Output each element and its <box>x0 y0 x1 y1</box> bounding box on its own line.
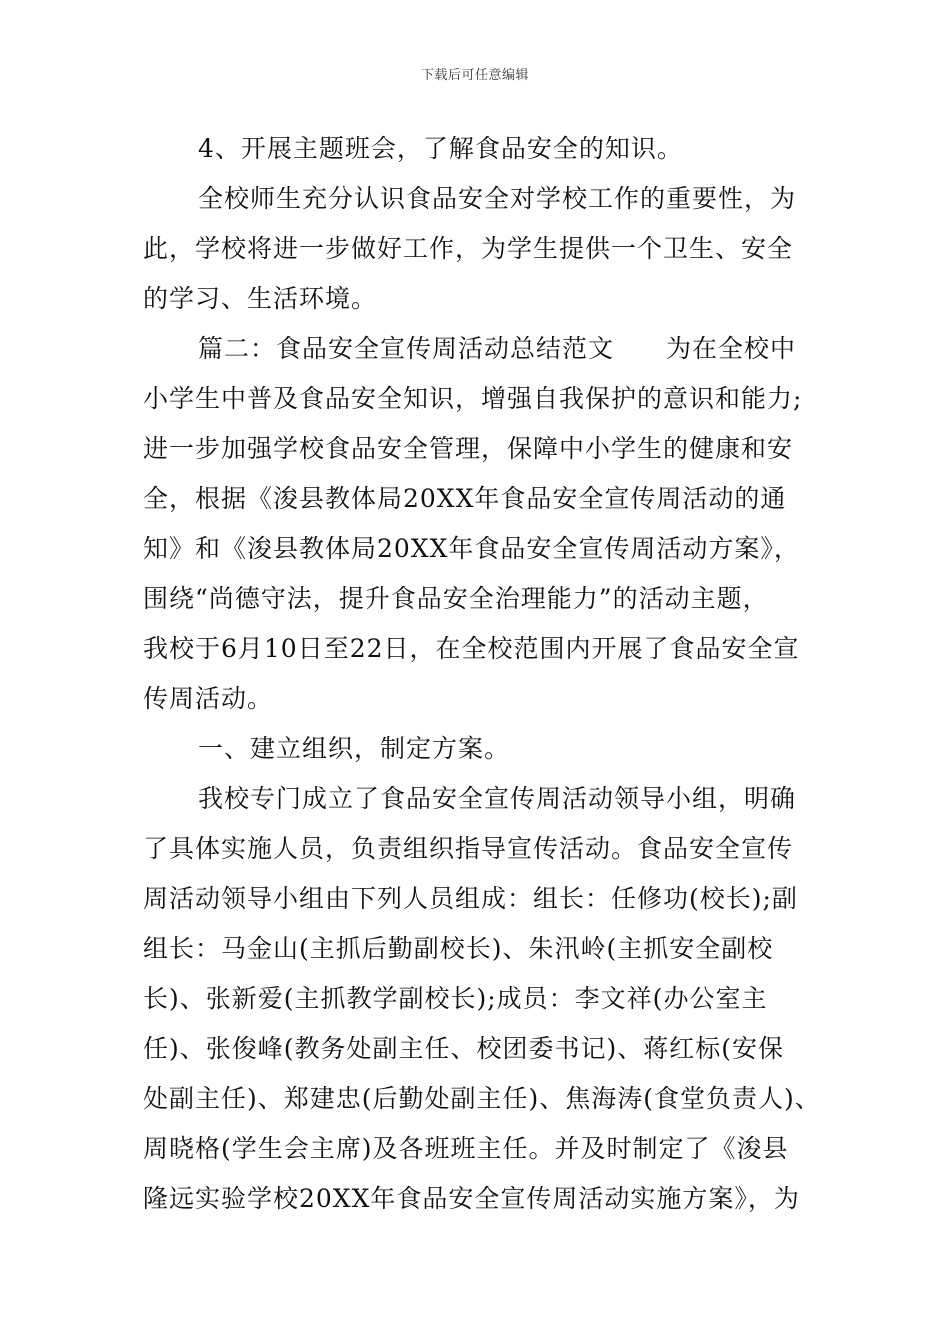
text-line: 篇二：食品安全宣传周活动总结范文 为在全校中 <box>198 334 797 363</box>
text-line: 4、开展主题班会，了解食品安全的知识。 <box>198 134 683 163</box>
text-line: 全，根据《浚县教体局20XX年食品安全宣传周活动的通 <box>143 484 787 513</box>
text-line: 我校于6月10日至22日，在全校范围内开展了食品安全宣 <box>143 634 800 663</box>
text-line: 任)、张俊峰(教务处副主任、校团委书记)、蒋红标(安保 <box>143 1034 785 1063</box>
text-line: 了具体实施人员，负责组织指导宣传活动。食品安全宣传 <box>143 834 794 863</box>
text-line: 进一步加强学校食品安全管理，保障中小学生的健康和安 <box>143 434 794 463</box>
text-line: 处副主任)、郑建忠(后勤处副主任)、焦海涛(食堂负责人)、 <box>143 1084 821 1113</box>
text-line: 隆远实验学校20XX年食品安全宣传周活动实施方案》，为 <box>143 1184 800 1213</box>
text-line: 周活动领导小组由下列人员组成：组长：任修功(校长);副 <box>143 884 798 913</box>
text-line: 此，学校将进一步做好工作，为学生提供一个卫生、安全 <box>143 234 794 263</box>
text-line: 围绕“尚德守法，提升食品安全治理能力”的活动主题， <box>143 584 769 613</box>
text-line: 一、建立组织，制定方案。 <box>198 734 511 763</box>
text-line: 传周活动。 <box>143 684 274 713</box>
text-line: 全校师生充分认识食品安全对学校工作的重要性，为 <box>198 184 797 213</box>
text-line: 长)、张新爱(主抓教学副校长);成员：李文祥(办公室主 <box>143 984 768 1013</box>
text-line: 组长：马金山(主抓后勤副校长)、朱汛岭(主抓安全副校 <box>143 934 774 963</box>
text-line: 我校专门成立了食品安全宣传周活动领导小组，明确 <box>198 784 797 813</box>
page-header: 下载后可任意编辑 <box>420 68 529 83</box>
text-line: 的学习、生活环境。 <box>143 284 378 313</box>
text-line: 知》和《浚县教体局20XX年食品安全宣传周活动方案》， <box>143 534 800 563</box>
text-line: 周晓格(学生会主席)及各班班主任。并及时制定了《浚县 <box>143 1134 789 1163</box>
document-body <box>143 124 821 1224</box>
text-line: 小学生中普及食品安全知识，增强自我保护的意识和能力; <box>143 384 803 413</box>
